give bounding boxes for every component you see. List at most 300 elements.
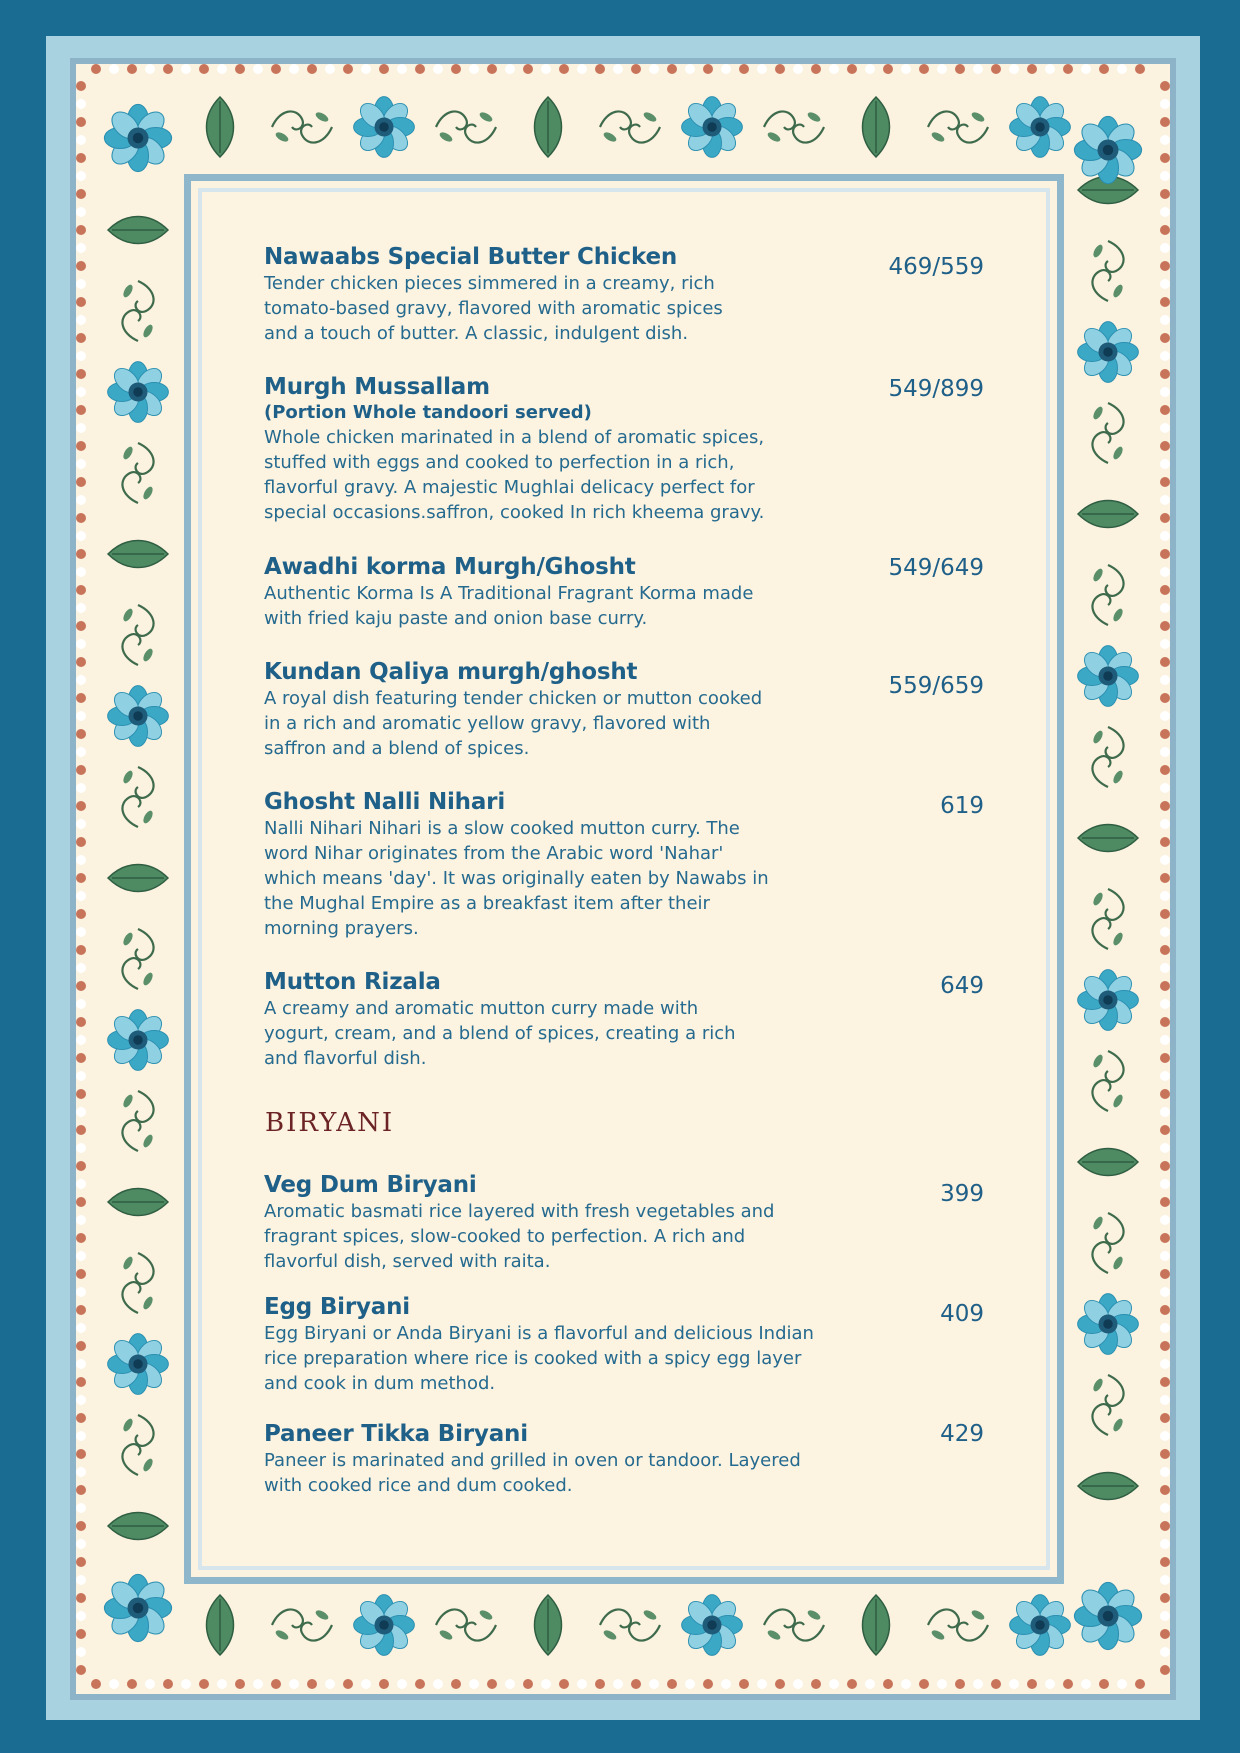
item-name: Kundan Qaliya murgh/ghosht xyxy=(264,659,638,685)
menu-item xyxy=(264,554,984,631)
dot-icon xyxy=(76,423,86,433)
description-line: yogurt, cream, and a blend of spices, creating a rich xyxy=(264,1023,736,1044)
dot-icon xyxy=(1160,567,1170,577)
dot-icon xyxy=(523,1679,533,1689)
item-name: Paneer Tikka Biryani xyxy=(264,1421,528,1447)
dot-icon xyxy=(91,64,101,74)
dot-icon xyxy=(1160,135,1170,145)
vine-icon xyxy=(121,929,154,989)
dot-icon xyxy=(1160,891,1170,901)
leaf-icon xyxy=(108,865,168,892)
dot-icon xyxy=(76,225,86,235)
dot-icon xyxy=(1160,243,1170,253)
dot-icon xyxy=(91,1679,101,1689)
dot-icon xyxy=(1160,1395,1170,1405)
item-description xyxy=(264,816,904,941)
dot-icon xyxy=(76,639,86,649)
flower-icon xyxy=(354,97,415,158)
dot-icon xyxy=(76,261,86,271)
dot-icon xyxy=(1160,603,1170,613)
menu-item xyxy=(264,1294,984,1396)
dot-icon xyxy=(76,1323,86,1333)
dot-icon xyxy=(973,1679,983,1689)
dot-icon xyxy=(76,1413,86,1423)
dot-icon xyxy=(451,1679,461,1689)
dot-icon xyxy=(76,1053,86,1063)
description-line: the Mughal Empire as a breakfast item after their xyxy=(264,893,710,914)
dot-icon xyxy=(1099,1679,1109,1689)
dot-icon xyxy=(1009,1679,1019,1689)
dot-icon xyxy=(1160,1539,1170,1549)
dot-icon xyxy=(76,1233,86,1243)
dot-icon xyxy=(1160,315,1170,325)
dot-icon xyxy=(271,1679,281,1689)
flower-icon xyxy=(1010,1595,1071,1656)
dot-icon xyxy=(1160,297,1170,307)
menu-item xyxy=(264,969,984,1071)
dot-icon xyxy=(1160,1035,1170,1045)
menu-item xyxy=(264,789,984,941)
dot-icon xyxy=(76,1305,86,1315)
dot-icon xyxy=(397,64,407,74)
dot-icon xyxy=(433,64,443,74)
flower-icon xyxy=(1078,322,1139,383)
item-price: 559/659 xyxy=(888,673,984,699)
dot-icon xyxy=(76,171,86,181)
description-line: word Nihar originates from the Arabic word 'Nahar' xyxy=(264,843,724,864)
dot-icon xyxy=(1063,64,1073,74)
item-name: Ghosht Nalli Nihari xyxy=(264,789,506,815)
dot-icon xyxy=(1160,405,1170,415)
dot-icon xyxy=(397,1679,407,1689)
dot-icon xyxy=(1160,351,1170,361)
dot-icon xyxy=(76,153,86,163)
dot-icon xyxy=(76,1395,86,1405)
dot-icon xyxy=(76,495,86,505)
dot-icon xyxy=(76,279,86,289)
description-line: Tender chicken pieces simmered in a creamy, rich xyxy=(264,273,715,294)
description-line: A creamy and aromatic mutton curry made with xyxy=(264,998,699,1019)
dot-icon xyxy=(631,64,641,74)
flower-icon xyxy=(108,362,169,423)
dot-icon xyxy=(76,315,86,325)
dot-icon xyxy=(76,657,86,667)
dot-icon xyxy=(559,64,569,74)
flower-icon xyxy=(1078,1294,1139,1355)
dot-icon xyxy=(1160,1629,1170,1639)
dot-icon xyxy=(1160,1125,1170,1135)
dot-icon xyxy=(1160,1575,1170,1585)
dot-icon xyxy=(901,1679,911,1689)
dot-icon xyxy=(76,1557,86,1567)
item-name: Veg Dum Biryani xyxy=(264,1172,477,1198)
dot-icon xyxy=(1117,1679,1127,1689)
description-line: rice preparation where rice is cooked with a spicy egg layer xyxy=(264,1348,802,1369)
dot-icon xyxy=(1160,999,1170,1009)
item-description xyxy=(264,686,904,761)
dot-icon xyxy=(76,1485,86,1495)
flower-icon xyxy=(682,97,743,158)
vine-icon xyxy=(121,767,154,827)
dot-icon xyxy=(541,1679,551,1689)
dot-icon xyxy=(361,64,371,74)
dot-icon xyxy=(1160,81,1170,91)
flower-icon xyxy=(108,686,169,747)
dot-icon xyxy=(76,585,86,595)
dot-icon xyxy=(1160,1377,1170,1387)
leaf-icon xyxy=(207,1595,234,1655)
dot-icon xyxy=(76,873,86,883)
dot-icon xyxy=(1160,1071,1170,1081)
dot-icon xyxy=(1160,783,1170,793)
dot-icon xyxy=(703,64,713,74)
dot-icon xyxy=(1160,1431,1170,1441)
item-price: 409 xyxy=(940,1301,984,1327)
dot-icon xyxy=(793,64,803,74)
dot-icon xyxy=(1160,495,1170,505)
dot-icon xyxy=(289,1679,299,1689)
dot-icon xyxy=(577,64,587,74)
dot-icon xyxy=(1160,1179,1170,1189)
dot-icon xyxy=(865,1679,875,1689)
dot-icon xyxy=(685,64,695,74)
dot-icon xyxy=(109,1679,119,1689)
dot-icon xyxy=(1160,621,1170,631)
dot-icon xyxy=(1160,1521,1170,1531)
dot-icon xyxy=(883,1679,893,1689)
leaf-icon xyxy=(535,1595,562,1655)
item-name: Murgh Mussallam xyxy=(264,374,490,400)
dot-icon xyxy=(1160,1323,1170,1333)
description-line: Paneer is marinated and grilled in oven or tandoor. Layered xyxy=(264,1450,801,1471)
dot-icon xyxy=(76,333,86,343)
vine-icon xyxy=(928,110,988,143)
dot-icon xyxy=(1160,1287,1170,1297)
dot-icon xyxy=(76,135,86,145)
leaf-icon xyxy=(1078,501,1138,528)
dot-icon xyxy=(415,1679,425,1689)
description-line: which means 'day'. It was originally eaten by Nawabs in xyxy=(264,868,769,889)
dot-icon xyxy=(253,1679,263,1689)
dot-icon xyxy=(76,1377,86,1387)
description-line: with cooked rice and dum cooked. xyxy=(264,1475,573,1496)
dot-icon xyxy=(1160,1647,1170,1657)
vine-icon xyxy=(600,1608,660,1641)
dot-icon xyxy=(76,1593,86,1603)
dot-icon xyxy=(76,1539,86,1549)
item-name: Nawaabs Special Butter Chicken xyxy=(264,244,678,270)
dot-icon xyxy=(613,64,623,74)
vine-icon xyxy=(121,605,154,665)
dot-icon xyxy=(307,1679,317,1689)
vine-icon xyxy=(1091,565,1124,625)
dot-icon xyxy=(76,243,86,253)
dot-icon xyxy=(76,1629,86,1639)
dot-icon xyxy=(883,64,893,74)
dot-icon xyxy=(865,64,875,74)
dot-icon xyxy=(271,64,281,74)
item-price: 469/559 xyxy=(888,254,984,280)
dot-icon xyxy=(76,1107,86,1117)
menu-item xyxy=(264,374,984,525)
dot-icon xyxy=(76,1521,86,1531)
dot-icon xyxy=(1117,64,1127,74)
dot-icon xyxy=(1160,819,1170,829)
dot-icon xyxy=(595,64,605,74)
dot-icon xyxy=(76,1017,86,1027)
dot-icon xyxy=(235,1679,245,1689)
dot-icon xyxy=(1160,225,1170,235)
dot-icon xyxy=(76,603,86,613)
dot-icon xyxy=(76,369,86,379)
dot-icon xyxy=(76,207,86,217)
description-line: flavorful dish, served with raita. xyxy=(264,1251,551,1272)
dot-icon xyxy=(631,1679,641,1689)
dot-icon xyxy=(163,1679,173,1689)
dot-icon xyxy=(361,1679,371,1689)
dot-icon xyxy=(919,1679,929,1689)
dot-icon xyxy=(901,64,911,74)
dot-icon xyxy=(76,855,86,865)
dot-icon xyxy=(1160,1485,1170,1495)
item-description xyxy=(264,1448,964,1498)
dot-icon xyxy=(559,1679,569,1689)
dot-icon xyxy=(76,1179,86,1189)
description-line: fragrant spices, slow-cooked to perfection. A rich and xyxy=(264,1226,746,1247)
item-name: Mutton Rizala xyxy=(264,969,441,995)
leaf-icon xyxy=(535,97,562,157)
dot-icon xyxy=(847,64,857,74)
section-title-biryani: BIRYANI xyxy=(265,1108,395,1138)
dot-icon xyxy=(1027,1679,1037,1689)
item-description xyxy=(264,1321,964,1396)
dot-icon xyxy=(181,1679,191,1689)
dot-icon xyxy=(1160,945,1170,955)
dot-icon xyxy=(76,387,86,397)
dot-icon xyxy=(433,1679,443,1689)
dot-icon xyxy=(343,1679,353,1689)
dot-icon xyxy=(1160,747,1170,757)
dot-icon xyxy=(1160,711,1170,721)
dot-icon xyxy=(1160,153,1170,163)
dot-icon xyxy=(76,1431,86,1441)
dot-icon xyxy=(76,1467,86,1477)
dot-icon xyxy=(1160,1665,1170,1675)
dot-icon xyxy=(1160,1413,1170,1423)
item-subtitle: (Portion Whole tandoori served) xyxy=(264,402,592,423)
dot-icon xyxy=(1160,1251,1170,1261)
dot-icon xyxy=(145,1679,155,1689)
dot-icon xyxy=(1160,459,1170,469)
dot-icon xyxy=(76,1215,86,1225)
vine-icon xyxy=(1091,403,1124,463)
dot-icon xyxy=(757,1679,767,1689)
description-line: Authentic Korma Is A Traditional Fragrant Korma made xyxy=(264,583,754,604)
leaf-icon xyxy=(108,1189,168,1216)
dot-icon xyxy=(649,64,659,74)
item-description xyxy=(264,581,904,631)
dot-icon xyxy=(217,64,227,74)
dot-icon xyxy=(1160,1593,1170,1603)
flower-icon xyxy=(1078,646,1139,707)
dot-icon xyxy=(181,64,191,74)
vine-icon xyxy=(436,110,496,143)
flower-icon xyxy=(1074,116,1141,183)
leaf-icon xyxy=(207,97,234,157)
item-description xyxy=(264,1199,964,1274)
dot-icon xyxy=(505,64,515,74)
dot-icon xyxy=(1160,369,1170,379)
vine-icon xyxy=(1091,1213,1124,1273)
dot-icon xyxy=(469,1679,479,1689)
dot-icon xyxy=(1160,675,1170,685)
leaf-icon xyxy=(1078,1149,1138,1176)
dot-icon xyxy=(613,1679,623,1689)
dot-icon xyxy=(109,64,119,74)
dot-icon xyxy=(1160,1503,1170,1513)
dot-icon xyxy=(76,1089,86,1099)
leaf-icon xyxy=(1078,1473,1138,1500)
vine-icon xyxy=(1091,889,1124,949)
dot-icon xyxy=(973,64,983,74)
dot-icon xyxy=(667,1679,677,1689)
dot-icon xyxy=(76,1611,86,1621)
dot-icon xyxy=(235,64,245,74)
dot-icon xyxy=(1160,855,1170,865)
dot-icon xyxy=(1160,1161,1170,1171)
item-price: 429 xyxy=(940,1421,984,1447)
description-line: and cook in dum method. xyxy=(264,1373,496,1394)
dot-icon xyxy=(1160,1269,1170,1279)
dot-icon xyxy=(415,64,425,74)
dot-icon xyxy=(721,64,731,74)
description-line: Aromatic basmati rice layered with fresh vegetables and xyxy=(264,1201,775,1222)
dot-icon xyxy=(76,459,86,469)
vine-icon xyxy=(121,443,154,503)
dot-icon xyxy=(1009,64,1019,74)
vine-icon xyxy=(436,1608,496,1641)
dot-icon xyxy=(1160,1449,1170,1459)
leaf-icon xyxy=(1078,825,1138,852)
dot-icon xyxy=(1160,1053,1170,1063)
dot-icon xyxy=(685,1679,695,1689)
dot-icon xyxy=(163,64,173,74)
dot-icon xyxy=(76,819,86,829)
dot-icon xyxy=(76,405,86,415)
vine-icon xyxy=(928,1608,988,1641)
dot-icon xyxy=(325,1679,335,1689)
dot-icon xyxy=(76,1125,86,1135)
dot-icon xyxy=(76,1071,86,1081)
description-line: and flavorful dish. xyxy=(264,1048,427,1069)
dot-icon xyxy=(1160,1611,1170,1621)
dot-icon xyxy=(199,1679,209,1689)
flower-icon xyxy=(104,1574,171,1641)
dot-icon xyxy=(127,64,137,74)
item-price: 399 xyxy=(940,1181,984,1207)
description-line: and a touch of butter. A classic, indulgent dish. xyxy=(264,323,689,344)
item-price: 649 xyxy=(940,973,984,999)
dot-icon xyxy=(325,64,335,74)
dot-icon xyxy=(955,1679,965,1689)
flower-icon xyxy=(104,104,171,171)
menu-item xyxy=(264,1421,984,1498)
dot-icon xyxy=(775,1679,785,1689)
dot-icon xyxy=(1160,1341,1170,1351)
item-price: 619 xyxy=(940,793,984,819)
vine-icon xyxy=(600,110,660,143)
dot-icon xyxy=(76,621,86,631)
dot-icon xyxy=(1160,909,1170,919)
dot-icon xyxy=(595,1679,605,1689)
dot-icon xyxy=(76,99,86,109)
dot-icon xyxy=(1160,117,1170,127)
description-line: stuffed with eggs and cooked to perfection in a rich, xyxy=(264,452,735,473)
dot-icon xyxy=(199,64,209,74)
leaf-icon xyxy=(108,1513,168,1540)
dot-icon xyxy=(469,64,479,74)
item-description xyxy=(264,271,904,346)
item-description xyxy=(264,425,904,525)
dot-icon xyxy=(1160,693,1170,703)
dot-icon xyxy=(1160,1215,1170,1225)
dot-icon xyxy=(76,927,86,937)
leaf-icon xyxy=(863,1595,890,1655)
dot-icon xyxy=(76,189,86,199)
leaf-icon xyxy=(108,217,168,244)
dot-icon xyxy=(307,64,317,74)
dot-icon xyxy=(811,1679,821,1689)
dot-icon xyxy=(1160,261,1170,271)
dot-icon xyxy=(1160,729,1170,739)
vine-icon xyxy=(1091,1051,1124,1111)
dot-icon xyxy=(1099,64,1109,74)
vine-icon xyxy=(1091,727,1124,787)
dot-icon xyxy=(76,729,86,739)
dot-icon xyxy=(76,441,86,451)
dot-icon xyxy=(76,801,86,811)
flower-icon xyxy=(1074,1582,1141,1649)
flower-icon xyxy=(108,1010,169,1071)
dot-icon xyxy=(523,64,533,74)
dot-icon xyxy=(76,513,86,523)
dot-icon xyxy=(811,64,821,74)
description-line: morning prayers. xyxy=(264,918,419,939)
dot-icon xyxy=(76,783,86,793)
dot-icon xyxy=(76,945,86,955)
dot-icon xyxy=(721,1679,731,1689)
dot-icon xyxy=(829,1679,839,1689)
dot-icon xyxy=(919,64,929,74)
dot-icon xyxy=(1160,1107,1170,1117)
flower-icon xyxy=(108,1334,169,1395)
flower-icon xyxy=(1078,970,1139,1031)
menu-item xyxy=(264,659,984,761)
dot-icon xyxy=(1160,801,1170,811)
item-description xyxy=(264,996,904,1071)
dot-icon xyxy=(991,1679,1001,1689)
description-line: Nalli Nihari Nihari is a slow cooked mutton curry. The xyxy=(264,818,740,839)
vine-icon xyxy=(272,110,332,143)
dot-icon xyxy=(1160,189,1170,199)
dot-icon xyxy=(577,1679,587,1689)
dot-icon xyxy=(76,693,86,703)
dot-icon xyxy=(757,64,767,74)
dot-icon xyxy=(217,1679,227,1689)
dot-icon xyxy=(76,531,86,541)
dot-icon xyxy=(76,1449,86,1459)
dot-icon xyxy=(937,64,947,74)
